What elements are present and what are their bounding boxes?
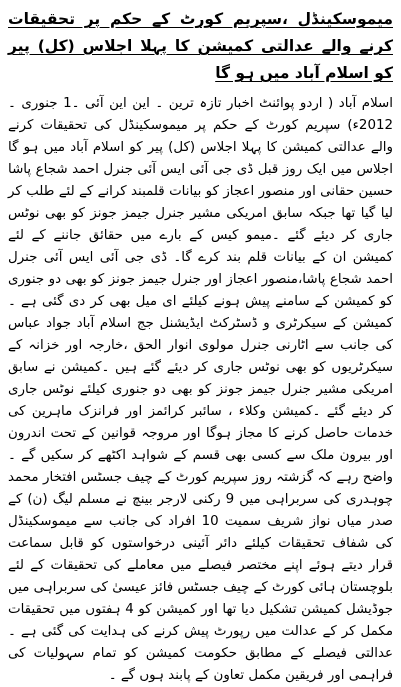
article-headline: میموسکینڈل ،سپریم کورٹ کے حکم پر تحقیقات کرنے والے عدالتی کمیشن کا پہلا اجلاس (کل) پیر کو اسلام آباد میں ہو گا bbox=[8, 10, 393, 82]
article-body: اسلام آباد ( اردو پوائنٹ اخبار تازہ ترین ۔ این این آئی ۔1 جنوری ۔2012ء) سپریم کورٹ کے حکم پر میموسکینڈل کی تحقیقات کرنے والے عدالتی کمیشن کا پہلا اجلاس (کل) پیر کو اسلام آباد میں ہو گا اجلاس میں ایک روز قبل ڈی جی آئی ایس آئی جنرل احمد شجاع پاشا حسین حقانی اور منصور اعجاز کو بیانات قلمبند کرانے کے لئے طلب کر لیا گیا تھا جبکہ سابق امریکی مشیر جنرل جیمز جونز کو بھی نوٹس جاری کر دیئے گئے ۔میمو کیس کے بارے میں حقائق جاننے کے لئے کمیشن ان کے بیانات قلم بند کرے گا۔ ڈی جی آئی ایس آئی جنرل احمد شجاع پاشا،منصور اعجاز اور جنرل جیمز جونز کو بھی دو جنوری کو کمیشن کے سامنے پیش ہونے کیلئے ای میل بھی کر دی گئی ہے ۔ کمیشن کے سیکرٹری و ڈسٹرکٹ ایڈیشنل جج اسلام آباد جواد عباس کی جانب سے اٹارنی جنرل مولوی انوار الحق ،خارجہ اور خزانہ کے سیکرٹریوں کو بھی نوٹس جاری کر دیئے گئے ہیں ۔کمیشن نے سابق امریکی مشیر جنرل جیمز جونز کو بھی دو جنوری کیلئے نوٹس جاری کر دیئے گئے ۔کمیشن وکلاء ، سائبر کرائمز اور فرانزک ماہرین کی خدمات حاصل کرنے کا مجاز ہوگا اور مروجہ قوانین کے تحت اندرون اور بیرون ملک سے کسی بھی قسم کے شواہد اکٹھے کر سکیں گے ۔ واضح رہے کہ گزشتہ روز سپریم کورٹ کے چیف جسٹس افتخار محمد چوہدری کی سربراہی میں 9 رکنی لارجر بینچ نے مسلم لیگ (ن) کے صدر میاں نواز شریف سمیت 10 افراد کی جانب سے میموسکینڈل کی شفاف تحقیقات کیلئے دائر آئینی درخواستوں کو قابل سماعت قرار دیتے ہوئے اپنے مختصر فیصلے میں معاملے کی تحقیقات کے لئے بلوچستان ہائی کورٹ کے چیف جسٹس فائز عیسیٰ کی سربراہی میں جوڈیشل کمیشن تشکیل دیا تھا اور کمیشن کو 4 ہفتوں میں تحقیقات مکمل کر کے عدالت میں رپورٹ پیش کرنے کی ہدایت کی گئی ہے ۔ عدالتی فیصلے کے مطابق حکومت کمیشن کو تمام سہولیات کی فراہمی اور فریقین مکمل تعاون کے پابند ہوں گے ۔ bbox=[8, 96, 394, 683]
